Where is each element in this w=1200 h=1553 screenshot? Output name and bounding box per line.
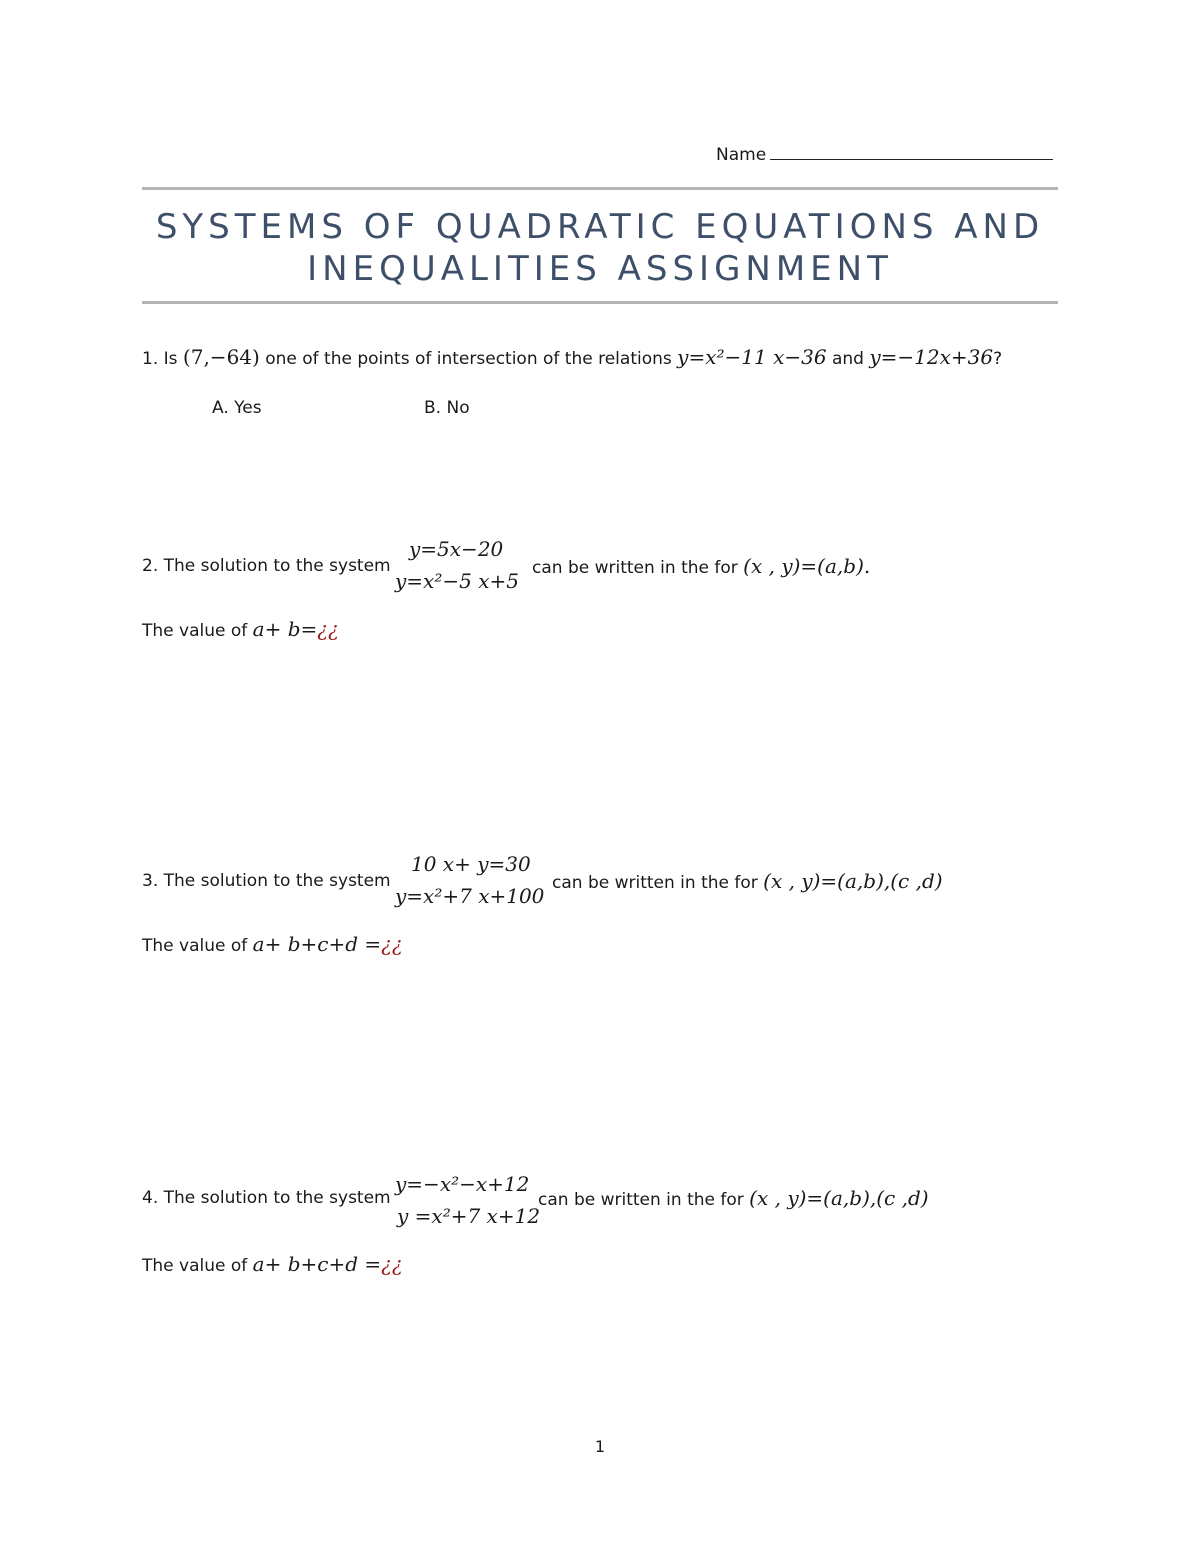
question-3-equation-2: y=x²+7 x+100	[395, 884, 545, 908]
question-2-form: (x , y)=(a,b).	[743, 554, 871, 578]
question-3-value-label: The value of	[142, 936, 248, 956]
name-field	[716, 143, 1053, 165]
question-2-value	[142, 617, 339, 641]
question-4-text-b: can be written in the for	[538, 1190, 744, 1210]
title-bottom-rule	[142, 301, 1058, 304]
question-2-value-label: The value of	[142, 621, 248, 641]
question-4-equation-1: y=−x²−x+12	[395, 1172, 530, 1196]
question-1-number: 1.	[142, 349, 159, 369]
question-3-text-b: can be written in the for	[552, 873, 758, 893]
question-4-equation-2: y =x²+7 x+12	[397, 1204, 541, 1228]
option-b-text: No	[446, 398, 470, 418]
question-3-number: 3.	[142, 871, 159, 891]
page-title	[142, 206, 1058, 290]
question-4-value-expr: a+ b+c+d =	[252, 1252, 382, 1276]
question-1-text-b: one of the points of intersection of the relations	[265, 349, 672, 369]
question-1	[142, 345, 1002, 369]
question-4-value	[142, 1252, 403, 1276]
question-2-text-b: can be written in the for	[532, 558, 738, 578]
question-3-text-a: The solution to the system	[163, 871, 391, 891]
option-a-letter: A.	[212, 398, 229, 418]
title-top-rule	[142, 187, 1058, 190]
question-2-equation-1: y=5x−20	[409, 537, 504, 561]
question-4-value-label: The value of	[142, 1256, 248, 1276]
question-1-text-d: ?	[993, 349, 1003, 369]
question-3-equation-1: 10 x+ y=30	[411, 852, 531, 876]
option-b-letter: B.	[424, 398, 442, 418]
question-4-form: (x , y)=(a,b),(c ,d)	[749, 1186, 929, 1210]
question-2-text-a: The solution to the system	[163, 556, 391, 576]
title-line-2: INEQUALITIES ASSIGNMENT	[307, 249, 893, 289]
question-2-answer-placeholder: ¿¿	[317, 617, 339, 641]
question-2-value-expr: a+ b=	[252, 617, 318, 641]
name-label: Name	[716, 145, 767, 165]
question-2-number: 2.	[142, 556, 159, 576]
question-2-tail	[532, 554, 870, 578]
option-b	[424, 398, 470, 418]
question-3-tail	[552, 869, 943, 893]
option-a	[212, 398, 262, 418]
title-line-1: SYSTEMS OF QUADRATIC EQUATIONS AND	[155, 207, 1045, 247]
question-2	[142, 556, 391, 576]
page-number: 1	[594, 1437, 606, 1456]
question-1-text-c: and	[831, 349, 864, 369]
question-3-answer-placeholder: ¿¿	[381, 932, 403, 956]
question-3	[142, 871, 391, 891]
question-1-point: (7,−64)	[182, 345, 260, 369]
question-4	[142, 1188, 391, 1208]
question-4-answer-placeholder: ¿¿	[381, 1252, 403, 1276]
question-3-value	[142, 932, 403, 956]
question-4-tail	[538, 1186, 929, 1210]
question-1-relation-1: y=x²−11 x−36	[677, 345, 827, 369]
question-4-number: 4.	[142, 1188, 159, 1208]
question-1-text-a: Is	[163, 349, 178, 369]
question-4-text-a: The solution to the system	[163, 1188, 391, 1208]
question-2-equation-2: y=x²−5 x+5	[395, 569, 519, 593]
question-3-form: (x , y)=(a,b),(c ,d)	[763, 869, 943, 893]
option-a-text: Yes	[234, 398, 262, 418]
question-1-relation-2: y=−12x+36	[869, 345, 994, 369]
name-blank-line	[770, 143, 1053, 160]
question-3-value-expr: a+ b+c+d =	[252, 932, 382, 956]
